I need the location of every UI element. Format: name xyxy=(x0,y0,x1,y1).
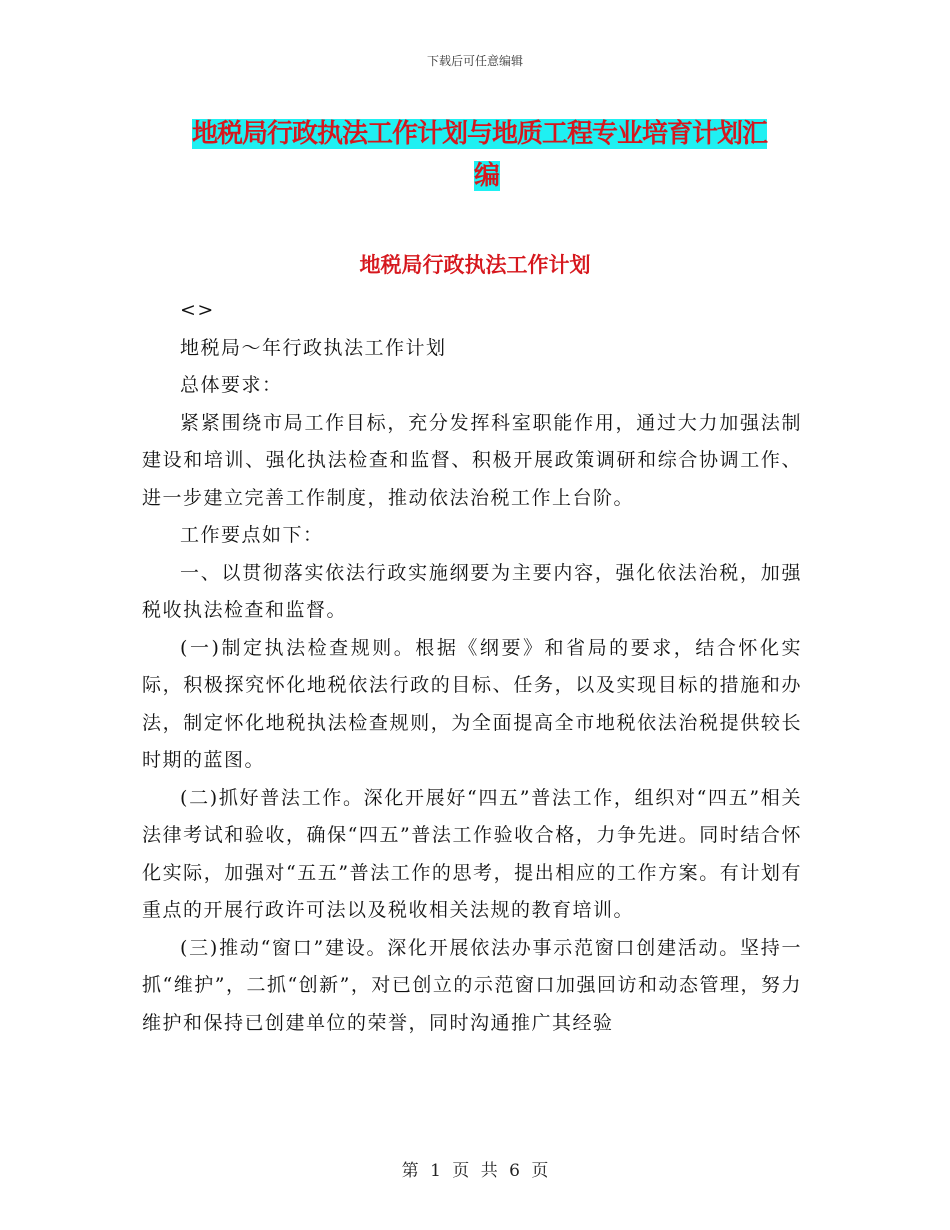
page-number-footer: 第 1 页 共 6 页 xyxy=(401,1161,549,1181)
paragraph-item-one: (一)制定执法检查规则。根据《纲要》和省局的要求，结合怀化实际，积极探究怀化地税依法行政的目标、任务，以及实现目标的措施和办法，制定怀化地税执法检查规则，为全面提高全市地税依法治税提供较长时期的蓝图。 xyxy=(142,636,802,771)
header-note: 下载后可任意编辑 xyxy=(426,54,523,68)
main-title-line-1: 地税局行政执法工作计划与地质工程专业培育计划汇 xyxy=(192,119,768,149)
document-main-title xyxy=(192,113,812,197)
paragraph-plan-name: 地税局～年行政执法工作计划 xyxy=(180,336,447,359)
paragraph-placeholder-brackets: <> xyxy=(180,299,215,321)
main-title-line-2: 编 xyxy=(473,161,500,191)
section-title: 地税局行政执法工作计划 xyxy=(359,253,591,277)
paragraph-item-three: (三)推动“窗口”建设。深化开展依法办事示范窗口创建活动。坚持一抓“维护”，二抓“创新”，对已创立的示范窗口加强回访和动态管理，努力维护和保持已创建单位的荣誉，同时沟通推广其经验 xyxy=(142,936,802,1034)
paragraph-work-points-heading: 工作要点如下： xyxy=(180,524,324,546)
paragraph-section-one: 一、以贯彻落实依法行政实施纲要为主要内容，强化依法治税，加强税收执法检查和监督。 xyxy=(142,561,802,621)
paragraph-overall-requirements: 紧紧围绕市局工作目标，充分发挥科室职能作用，通过大力加强法制建设和培训、强化执法检查和监督、积极开展政策调研和综合协调工作、进一步建立完善工作制度，推动依法治税工作上台阶。 xyxy=(142,411,802,509)
paragraph-item-two: (二)抓好普法工作。深化开展好“四五”普法工作，组织对“四五”相关法律考试和验收，确保“四五”普法工作验收合格，力争先进。同时结合怀化实际，加强对“五五”普法工作的思考，提出相应的工作方案。有计划有重点的开展行政许可法以及税收相关法规的教育培训。 xyxy=(142,786,802,921)
paragraph-overall-requirements-heading: 总体要求： xyxy=(180,374,283,396)
document-body xyxy=(142,292,802,1042)
